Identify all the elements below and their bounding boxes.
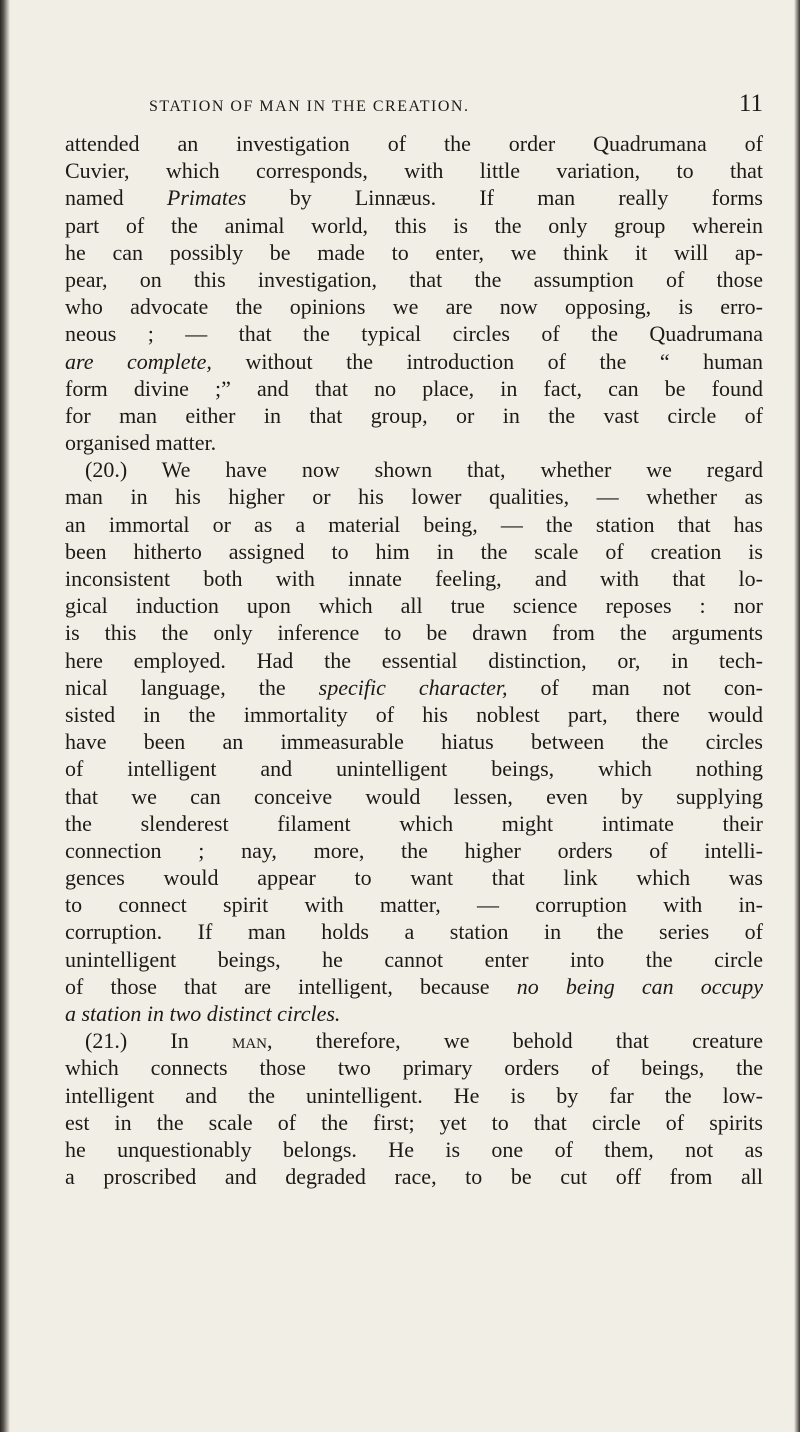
text-run: neous ; — that the typical circles of the Quadrumana — [65, 321, 763, 347]
text-run: been hitherto assigned to him in the scale of creation is — [65, 538, 763, 564]
running-head — [149, 90, 763, 118]
text-line — [65, 511, 763, 538]
text-line — [65, 701, 763, 728]
text-line — [65, 1027, 763, 1054]
text-run: connection ; nay, more, the higher orders of intelli- — [65, 837, 763, 863]
text-run: of those that are intelligent, because — [65, 973, 517, 999]
text-run: to connect spirit with matter, — corruption with in- — [65, 892, 763, 918]
page-number: 11 — [738, 90, 763, 117]
text-line — [65, 293, 763, 320]
text-run: organised matter. — [65, 430, 217, 456]
text-line — [65, 1082, 763, 1109]
text-line — [65, 375, 763, 402]
text-line — [65, 538, 763, 565]
body-text — [65, 130, 763, 1190]
text-run: est in the scale of the first; yet to that circle of spirits — [65, 1109, 763, 1135]
text-line — [65, 619, 763, 646]
text-run: (21.) In — [85, 1028, 232, 1054]
text-line — [65, 157, 763, 184]
text-line — [65, 184, 763, 211]
text-italic: specific character, — [318, 674, 508, 700]
text-run: an immortal or as a material being, — the station that has — [65, 511, 763, 537]
text-smallcaps: man, — [231, 1028, 273, 1054]
text-line — [65, 456, 763, 483]
text-run: therefore, we behold that creature — [272, 1028, 763, 1054]
text-line — [65, 130, 763, 157]
text-line — [65, 918, 763, 945]
text-run: gences would appear to want that link which was — [65, 865, 763, 891]
text-run: part of the animal world, this is the only group wherein — [65, 212, 763, 238]
text-line — [65, 837, 763, 864]
text-line — [65, 348, 763, 375]
text-run: inconsistent both with innate feeling, and with that lo- — [65, 566, 763, 591]
text-line — [65, 810, 763, 837]
text-run: sisted in the immortality of his noblest part, there would — [65, 701, 763, 727]
text-line — [65, 1054, 763, 1081]
text-run: without the introduction of the “ human — [211, 348, 763, 374]
text-run: that we can conceive would lessen, even by supplying — [65, 783, 763, 809]
text-line — [65, 483, 763, 510]
text-run: have been an immeasurable hiatus between the circles — [65, 729, 763, 755]
page-edge-shadow-right — [794, 0, 800, 1432]
text-run: by Linnæus. If man really forms — [246, 185, 763, 211]
text-run: of intelligent and unintelligent beings, which nothing — [65, 756, 763, 782]
text-run: here employed. Had the essential distinction, or, in tech- — [65, 647, 763, 673]
text-run: man in his higher or his lower qualities, — whether as — [65, 484, 763, 510]
text-run: form divine ;” and that no place, in fact, can be found — [65, 375, 763, 401]
text-run: pear, on this investigation, that the assumption of those — [65, 266, 763, 292]
text-line — [65, 973, 763, 1000]
text-line — [65, 402, 763, 429]
text-line — [65, 592, 763, 619]
text-line — [65, 1109, 763, 1136]
text-run: who advocate the opinions we are now opposing, is erro- — [65, 294, 763, 320]
text-italic: Primates — [166, 185, 247, 211]
text-line — [65, 1163, 763, 1190]
text-run: named — [65, 185, 167, 211]
text-run: corruption. If man holds a station in the series of — [65, 919, 763, 945]
text-line — [65, 783, 763, 810]
text-line — [65, 212, 763, 239]
text-line — [65, 239, 763, 266]
text-run: a proscribed and degraded race, to be cut off from all — [65, 1164, 763, 1190]
text-line — [65, 320, 763, 347]
text-run: he can possibly be made to enter, we think it will ap- — [65, 239, 763, 265]
text-italic: are complete, — [65, 348, 212, 374]
text-run: he unquestionably belongs. He is one of them, not as — [65, 1136, 763, 1162]
text-run: gical induction upon which all true science reposes : nor — [65, 593, 763, 619]
page-edge-shadow — [0, 0, 10, 1432]
text-line — [65, 864, 763, 891]
text-run: unintelligent beings, he cannot enter into the circle — [65, 946, 763, 972]
text-run: for man either in that group, or in the vast circle of — [65, 402, 763, 428]
text-run: (20.) We have now shown that, whether we regard — [85, 457, 763, 483]
text-line — [65, 647, 763, 674]
text-run: nical language, the — [65, 674, 319, 700]
text-line — [65, 429, 763, 456]
text-line — [65, 728, 763, 755]
text-line — [65, 755, 763, 782]
text-run: which connects those two primary orders of beings, the — [65, 1055, 763, 1081]
text-line — [65, 1000, 763, 1027]
text-run: attended an investigation of the order Quadrumana of — [65, 131, 763, 156]
text-line — [65, 266, 763, 293]
text-italic: a station in two distinct circles. — [65, 1001, 341, 1026]
text-line — [65, 565, 763, 592]
text-run: is this the only inference to be drawn from the arguments — [65, 620, 763, 646]
text-line — [65, 946, 763, 973]
text-line — [65, 891, 763, 918]
running-head-title: STATION OF MAN IN THE CREATION. — [149, 98, 470, 115]
text-italic: no being can occupy — [516, 973, 763, 999]
text-run: the slenderest filament which might intimate their — [65, 810, 763, 836]
text-line — [65, 674, 763, 701]
text-run: Cuvier, which corresponds, with little variation, to that — [65, 158, 763, 184]
text-run: of man not con- — [507, 674, 763, 700]
text-line — [65, 1136, 763, 1163]
text-run: intelligent and the unintelligent. He is by far the low- — [65, 1082, 763, 1108]
book-page — [65, 90, 763, 1190]
